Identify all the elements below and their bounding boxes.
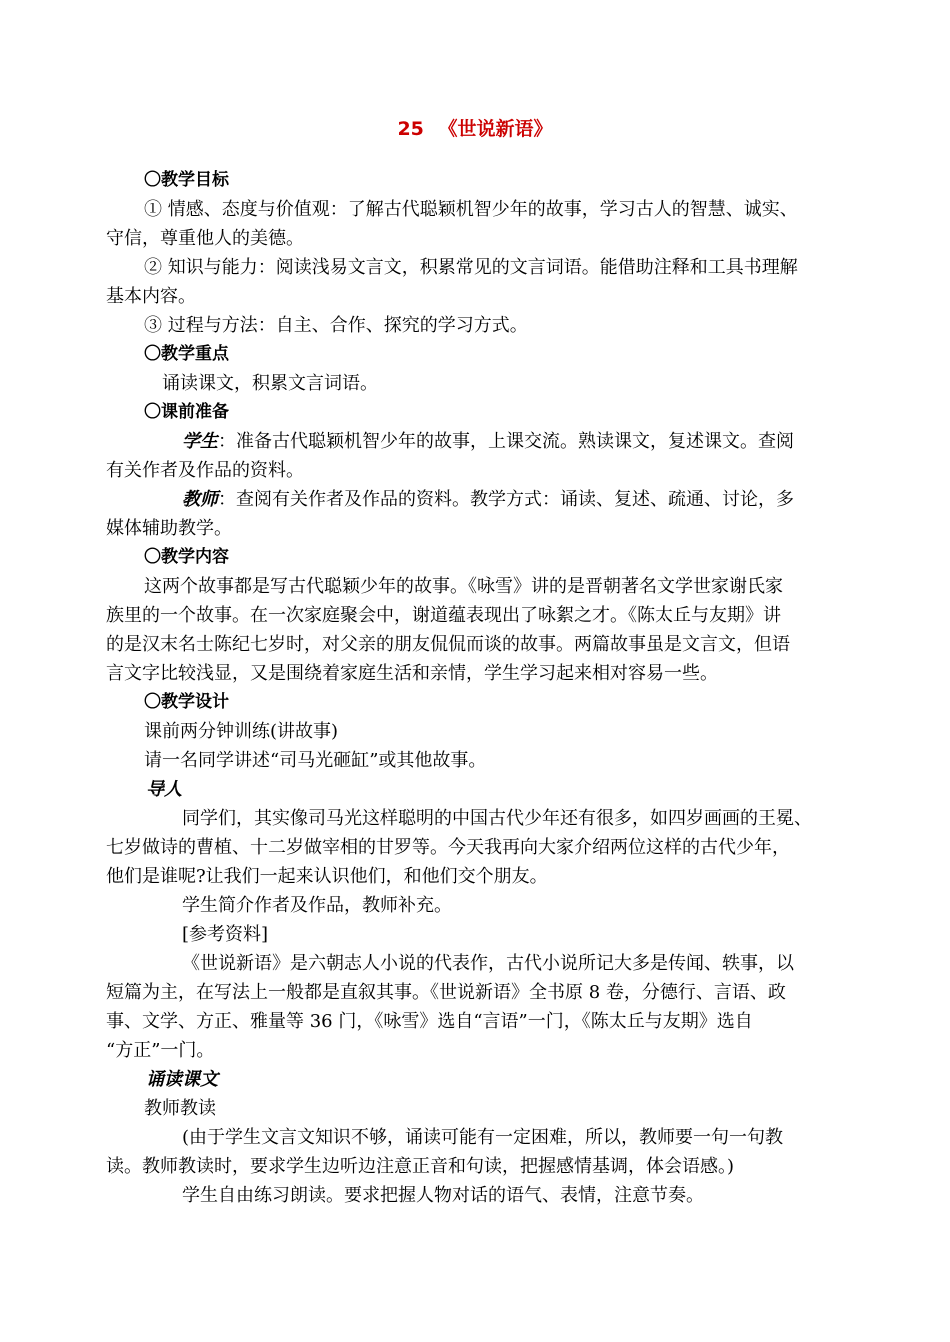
intro-heading: 导人	[146, 779, 182, 800]
lesson-name: 《世说新语》	[438, 118, 553, 140]
reference-line-c: 事、文学、方正、雅量等 36 门，《咏雪》选自“言语”一门，《陈太丘与友期》选自	[106, 1011, 753, 1032]
reference-line-a: 《世说新语》是六朝志人小说的代表作，古代小说所记大多是传闻、轶事，以	[182, 953, 794, 974]
goal-1-line-b: 守信，尊重他人的美德。	[106, 228, 304, 249]
prep-student-label: 学生	[182, 431, 218, 452]
goal-2-line-b: 基本内容。	[106, 286, 196, 307]
prep-student-text: ：准备古代聪颖机智少年的故事，上课交流。熟读课文，复述课文。查阅	[218, 431, 794, 452]
reading-heading: 诵读课文	[146, 1069, 218, 1090]
prep-student-line-a	[182, 427, 794, 456]
key-points-text: 诵读课文，积累文言词语。	[162, 373, 378, 394]
content-line-b: 族里的一个故事。在一次家庭聚会中，谢道蕴表现出了咏絮之才。《陈太丘与友期》讲	[106, 605, 781, 626]
content-line-a: 这两个故事都是写古代聪颖少年的故事。《咏雪》讲的是晋朝著名文学世家谢氏家	[144, 576, 783, 597]
prep-teacher-text: ：查阅有关作者及作品的资料。教学方式：诵读、复述、疏通、讨论，多	[218, 489, 794, 510]
lesson-number: 25	[397, 118, 424, 140]
design-line-1: 课前两分钟训练(讲故事)	[144, 721, 339, 742]
reference-line-b: 短篇为主，在写法上一般都是直叙其事。《世说新语》全书原 8 卷，分德行、言语、政	[106, 982, 786, 1003]
page-title	[0, 114, 950, 141]
intro-line-b: 七岁做诗的曹植、十二岁做宰相的甘罗等。今天我再向大家介绍两位这样的古代少年，	[106, 837, 790, 858]
goal-3-line: ③ 过程与方法：自主、合作、探究的学习方式。	[144, 315, 528, 336]
reading-line-2a: (由于学生文言文知识不够，诵读可能有一定困难，所以，教师要一句一句教	[182, 1127, 784, 1148]
design-heading: 〇教学设计	[144, 692, 229, 712]
reference-label: [参考资料]	[182, 924, 269, 945]
goal-2-line-a: ② 知识与能力：阅读浅易文言文，积累常见的文言词语。能借助注释和工具书理解	[144, 257, 798, 278]
intro-line-d: 学生简介作者及作品，教师补充。	[182, 895, 452, 916]
key-points-heading: 〇教学重点	[144, 344, 229, 364]
content-heading: 〇教学内容	[144, 547, 229, 567]
goals-heading: 〇教学目标	[144, 170, 229, 190]
prep-teacher-line-a	[182, 485, 794, 514]
reading-line-1: 教师教读	[144, 1098, 216, 1119]
content-line-d: 言文字比较浅显，又是围绕着家庭生活和亲情，学生学习起来相对容易一些。	[106, 663, 718, 684]
reading-line-3: 学生自由练习朗读。要求把握人物对话的语气、表情，注意节奏。	[182, 1185, 704, 1206]
goal-1-line-a: ① 情感、态度与价值观：了解古代聪颖机智少年的故事，学习古人的智慧、诚实、	[144, 199, 798, 220]
prep-teacher-label: 教师	[182, 489, 218, 510]
intro-line-c: 他们是谁呢?让我们一起来认识他们，和他们交个朋友。	[106, 866, 548, 887]
reading-line-2b: 读。教师教读时，要求学生边听边注意正音和句读，把握感情基调，体会语感。)	[106, 1156, 735, 1177]
design-line-2: 请一名同学讲述“司马光砸缸”或其他故事。	[144, 750, 487, 771]
content-line-c: 的是汉末名士陈纪七岁时，对父亲的朋友侃侃而谈的故事。两篇故事虽是文言文，但语	[106, 634, 790, 655]
reference-line-d: “方正”一门。	[106, 1040, 215, 1061]
intro-line-a: 同学们，其实像司马光这样聪明的中国古代少年还有很多，如四岁画画的王冕、	[182, 808, 812, 829]
preparation-heading: 〇课前准备	[144, 402, 229, 422]
prep-student-line-b: 有关作者及作品的资料。	[106, 460, 304, 481]
prep-teacher-line-b: 媒体辅助教学。	[106, 518, 232, 539]
